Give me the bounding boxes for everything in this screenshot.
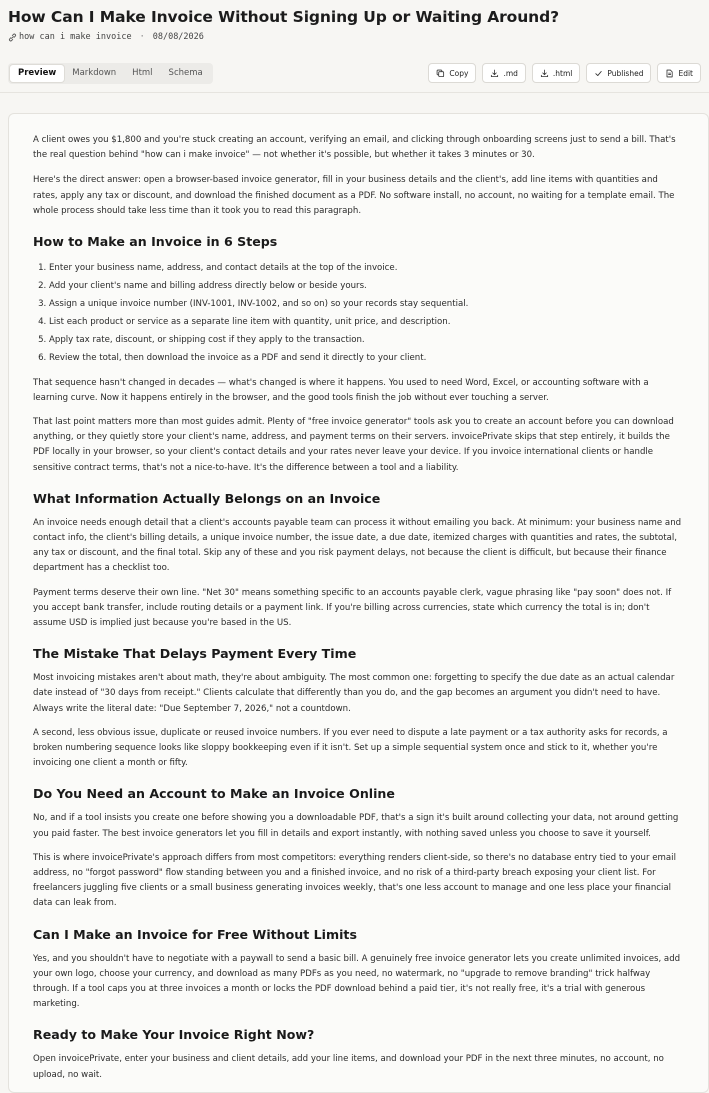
paragraph: That sequence hasn't changed in decades — what's changed is where it happens. You used to need Word, Excel, or accounting software with a learning curve. Now it happens entirely in the browser, and the good tools finish the job without ever touching a server.: [33, 377, 649, 403]
meta-separator: ·: [139, 32, 145, 42]
list-item: 3. Assign a unique invoice number (INV-1001, INV-1002, and so on) so your records stay sequential.: [49, 295, 684, 313]
download-md-label: .md: [503, 68, 518, 78]
paragraph: Payment terms deserve their own line. "Net 30" means something specific to an accounts payable clerk, vague phrasing like "pay soon" does not. If you accept bank transfer, include routing details or a payment link. If you're billing across currencies, state which currency the total is in; don't assume USD is implied just because you're based in the US.: [33, 587, 672, 629]
section-heading-steps: How to Make an Invoice in 6 Steps: [33, 234, 278, 250]
list-item: 4. List each product or service as a separate line item with quantity, unit price, and description.: [49, 313, 684, 331]
paragraph: This is where invoicePrivate's approach differs from most competitors: everything renders client-side, so there's no database entry tied to your email address, no "forgot password" flow standing between you and a finished invoice, and no risk of a third-party breach exposing your client list. For freelancers juggling five clients or a small business generating invoices weekly, that's one less account to manage and one less place your financial data can leak from.: [33, 852, 676, 909]
meta-row: [8, 32, 701, 42]
published-label: Published: [607, 68, 644, 78]
list-item: 1. Enter your business name, address, and contact details at the top of the invoice.: [49, 259, 684, 277]
list-item: 2. Add your client's name and billing address directly below or beside yours.: [49, 277, 684, 295]
edit-button[interactable]: [657, 63, 701, 83]
action-buttons: [428, 63, 701, 83]
paragraph: Open invoicePrivate, enter your business and client details, add your line items, and download your PDF in the next three minutes, no account, no upload, no wait.: [33, 1054, 664, 1080]
check-icon: [594, 69, 603, 78]
view-tabs: [8, 63, 213, 84]
copy-button[interactable]: [428, 63, 476, 83]
tab-markdown[interactable]: Markdown: [72, 68, 117, 78]
tab-preview[interactable]: Preview: [10, 65, 64, 82]
section-heading-ready: Ready to Make Your Invoice Right Now?: [33, 1027, 315, 1043]
document-edit-icon: [665, 69, 674, 78]
list-item: 6. Review the total, then download the invoice as a PDF and send it directly to your client.: [49, 349, 684, 367]
copy-label: Copy: [449, 68, 469, 78]
download-icon: [540, 69, 549, 78]
paragraph: A second, less obvious issue, duplicate or reused invoice numbers. If you ever need to dispute a late payment or a tax authority asks for records, a broken numbering sequence looks like sloppy bookkeeping even if it isn't. Set up a simple sequential system once and stick to it, whether you're invoicing one client a month or fifty.: [33, 727, 668, 769]
intro-paragraph-2: Here's the direct answer: open a browser-based invoice generator, fill in your business details and the client's, add line items with quantities and rates, apply any tax or discount, and download the finished document as a PDF. No software install, no account, no waiting for a template email. The whole process should take less time than it took you to read this paragraph.: [33, 175, 675, 216]
edit-label: Edit: [678, 68, 693, 78]
section-heading-information: What Information Actually Belongs on an Invoice: [33, 490, 381, 506]
tab-schema[interactable]: Schema: [168, 68, 203, 78]
page-title: How Can I Make Invoice Without Signing Up or Waiting Around?: [8, 8, 559, 26]
section-heading-free: Can I Make an Invoice for Free Without Limits: [33, 926, 357, 942]
intro-paragraph-1: A client owes you $1,800 and you're stuck creating an account, verifying an email, and clicking through onboarding screens just to send a bill. That's the real question behind "how can i make invoice" — not whether it's possible, but whether it takes 3 minutes or 30.: [33, 135, 676, 161]
header-divider: [0, 92, 709, 93]
paragraph: No, and if a tool insists you create one before showing you a downloadable PDF, that's a sign it's built around collecting your data, not around getting you paid faster. The best invoice generators let you fill in details and export instantly, with nothing saved unless you choose to save it yourself.: [33, 813, 679, 839]
steps-list: [33, 259, 684, 368]
paragraph: Most invoicing mistakes aren't about math, they're about ambiguity. The most common one: forgetting to specify the due date as an actual calendar date instead of "30 days from receipt." Clients calculate that differently than you do, and the gap becomes an argument you didn't need to have. Always write the literal date: "Due September 7, 2026," not a countdown.: [33, 673, 675, 714]
copy-icon: [436, 69, 445, 78]
published-button[interactable]: [586, 63, 651, 83]
link-icon: [8, 33, 17, 42]
article-preview: [8, 113, 709, 1093]
page-header: [0, 0, 709, 42]
download-md-button[interactable]: [482, 63, 525, 83]
section-heading-mistake: The Mistake That Delays Payment Every Time: [33, 646, 357, 662]
download-icon: [490, 69, 499, 78]
toolbar: [0, 61, 709, 85]
paragraph: An invoice needs enough detail that a client's accounts payable team can process it without emailing you back. At minimum: your business name and contact info, the client's billing details, a unique invoice number, the issue date, a due date, itemized charges with quantities and rates, the subtotal, any tax or discount, and the final total. Skip any of these and you risk payment delays, not because the client is difficult, but because their finance department has a checklist too.: [33, 517, 682, 574]
list-item: 5. Apply tax rate, discount, or shipping cost if they apply to the transaction.: [49, 331, 684, 349]
date-text: 08/08/2026: [152, 32, 204, 42]
paragraph: Yes, and you shouldn't have to negotiate with a paywall to send a basic bill. A genuinely free invoice generator lets you create unlimited invoices, add your own logo, choose your currency, and download as many PDFs as you need, no watermark, no "upgrade to remove branding" trick halfway through. If a tool caps you at three invoices a month or locks the PDF download behind a paid tier, it's not really free, it's a trial with generous marketing.: [33, 953, 681, 1010]
slug-text: how can i make invoice: [19, 32, 132, 42]
download-html-label: .html: [552, 68, 573, 78]
section-heading-account: Do You Need an Account to Make an Invoice Online: [33, 786, 395, 802]
paragraph: That last point matters more than most guides admit. Plenty of "free invoice generator" tools ask you to create an account before you can download anything, or they quietly store your client's name, address, and payment terms on their servers. invoicePrivate skips that step entirely, it builds the PDF locally in your browser, so your client's contact details and your rates never leave your device. If you invoice international clients or handle sensitive contract terms, that's not a nice-to-have. It's the difference between a tool and a liability.: [33, 416, 674, 473]
tab-html[interactable]: Html: [132, 68, 153, 78]
download-html-button[interactable]: [532, 63, 580, 83]
